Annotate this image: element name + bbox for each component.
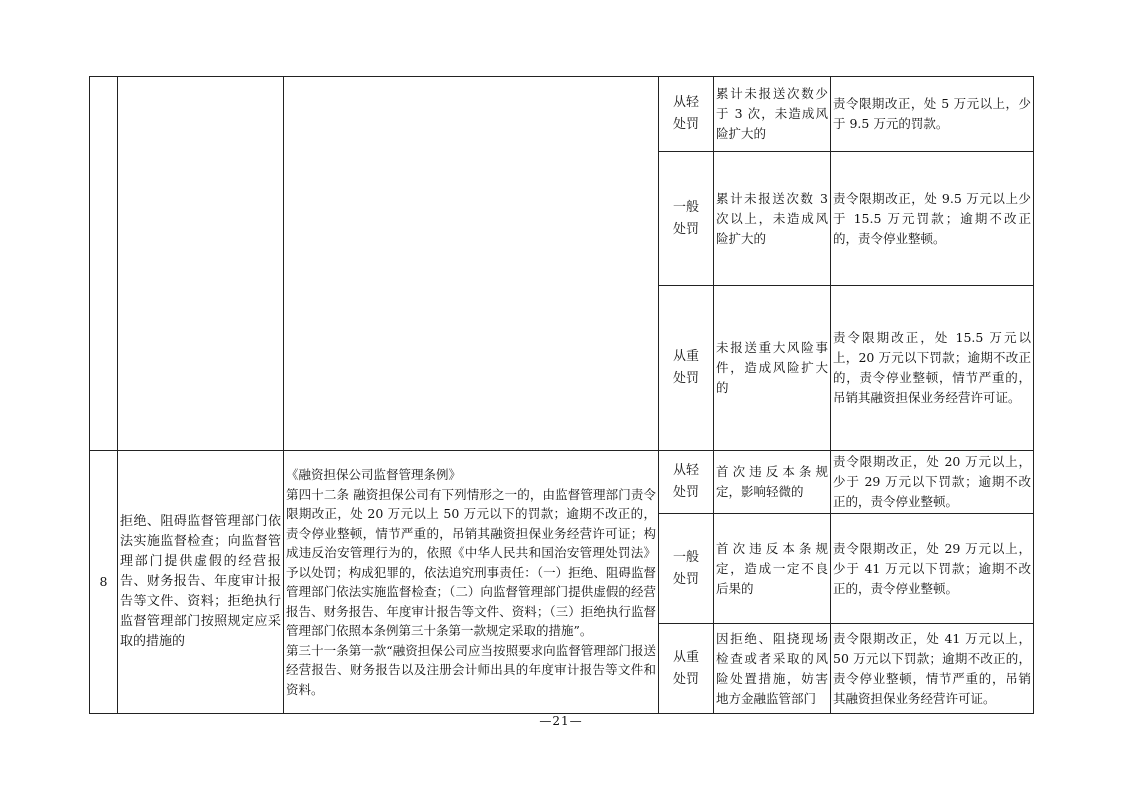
penalty-cell: 责令限期改正，处 5 万元以上，少于 9.5 万元的罚款。 bbox=[831, 77, 1034, 152]
severity-cell: 从轻处罚 bbox=[659, 77, 714, 152]
condition-cell: 因拒绝、阻挠现场检查或者采取的风险处置措施，妨害地方金融监管部门 bbox=[714, 624, 831, 714]
severity-cell: 从重处罚 bbox=[659, 286, 714, 451]
condition-cell: 未报送重大风险事件，造成风险扩大的 bbox=[714, 286, 831, 451]
penalty-cell: 责令限期改正，处 9.5 万元以上少于 15.5 万元罚款；逾期不改正的，责令停业整顿。 bbox=[831, 152, 1034, 286]
penalty-table bbox=[89, 76, 1034, 714]
penalty-cell: 责令限期改正，处 41 万元以上，50 万元以下罚款；逾期不改正的，责令停业整顿，情节严重的，吊销其融资担保业务经营许可证。 bbox=[831, 624, 1034, 714]
legal-basis bbox=[284, 451, 659, 714]
condition-cell: 累计未报送次数 3 次以上，未造成风险扩大的 bbox=[714, 152, 831, 286]
table-row bbox=[90, 451, 1034, 514]
legal-basis-cell-blank bbox=[284, 77, 659, 451]
item-number-cell-blank bbox=[90, 77, 118, 451]
table-row bbox=[90, 77, 1034, 152]
condition-cell: 累计未报送次数少于 3 次，未造成风险扩大的 bbox=[714, 77, 831, 152]
penalty-cell: 责令限期改正，处 29 万元以上，少于 41 万元以下罚款；逾期不改正的，责令停业整顿。 bbox=[831, 514, 1034, 624]
condition-cell: 首次违反本条规定，影响轻微的 bbox=[714, 451, 831, 514]
severity-cell: 一般处罚 bbox=[659, 152, 714, 286]
penalty-cell: 责令限期改正，处 15.5 万元以上，20 万元以下罚款；逾期不改正的，责令停业整顿，情节严重的，吊销其融资担保业务经营许可证。 bbox=[831, 286, 1034, 451]
violation-description-cell-blank bbox=[118, 77, 284, 451]
severity-cell: 从轻处罚 bbox=[659, 451, 714, 514]
severity-cell: 一般处罚 bbox=[659, 514, 714, 624]
regulation-title: 《融资担保公司监督管理条例》 bbox=[286, 467, 462, 482]
severity-cell: 从重处罚 bbox=[659, 624, 714, 714]
page-number: —21— bbox=[539, 714, 583, 728]
article-31-text: 第三十一条第一款“融资担保公司应当按照要求向监督管理部门报送经营报告、财务报告以及注册会计师出具的年度审计报告等文件和资料。 bbox=[286, 642, 656, 697]
article-42-text: 第四十二条 融资担保公司有下列情形之一的，由监督管理部门责令限期改正，处 20 万元以上 50 万元以下的罚款；逾期不改正的，责令停业整顿，情节严重的，吊销其融资担保业务经营许可证；构成违反治安管理行为的，依照《中华人民共和国治安管理处罚法》予以处罚；构成犯罪的，依法追究刑事责任：（一）拒绝、阻碍监督管理部门依法实施监督检查；（二）向监督管理部门提供虚假的经营报告、财务报告、年度审计报告等文件、资料；（三）拒绝执行监督管理部门依照本条例第三十条第一款规定采取的措施”。 bbox=[286, 486, 656, 638]
condition-cell: 首次违反本条规定，造成一定不良后果的 bbox=[714, 514, 831, 624]
penalty-cell: 责令限期改正，处 20 万元以上，少于 29 万元以下罚款；逾期不改正的，责令停业整顿。 bbox=[831, 451, 1034, 514]
violation-description: 拒绝、阻碍监督管理部门依法实施监督检查；向监督管理部门提供虚假的经营报告、财务报告、年度审计报告等文件、资料；拒绝执行监督管理部门按照规定应采取的措施的 bbox=[118, 451, 284, 714]
item-number: 8 bbox=[90, 451, 118, 714]
